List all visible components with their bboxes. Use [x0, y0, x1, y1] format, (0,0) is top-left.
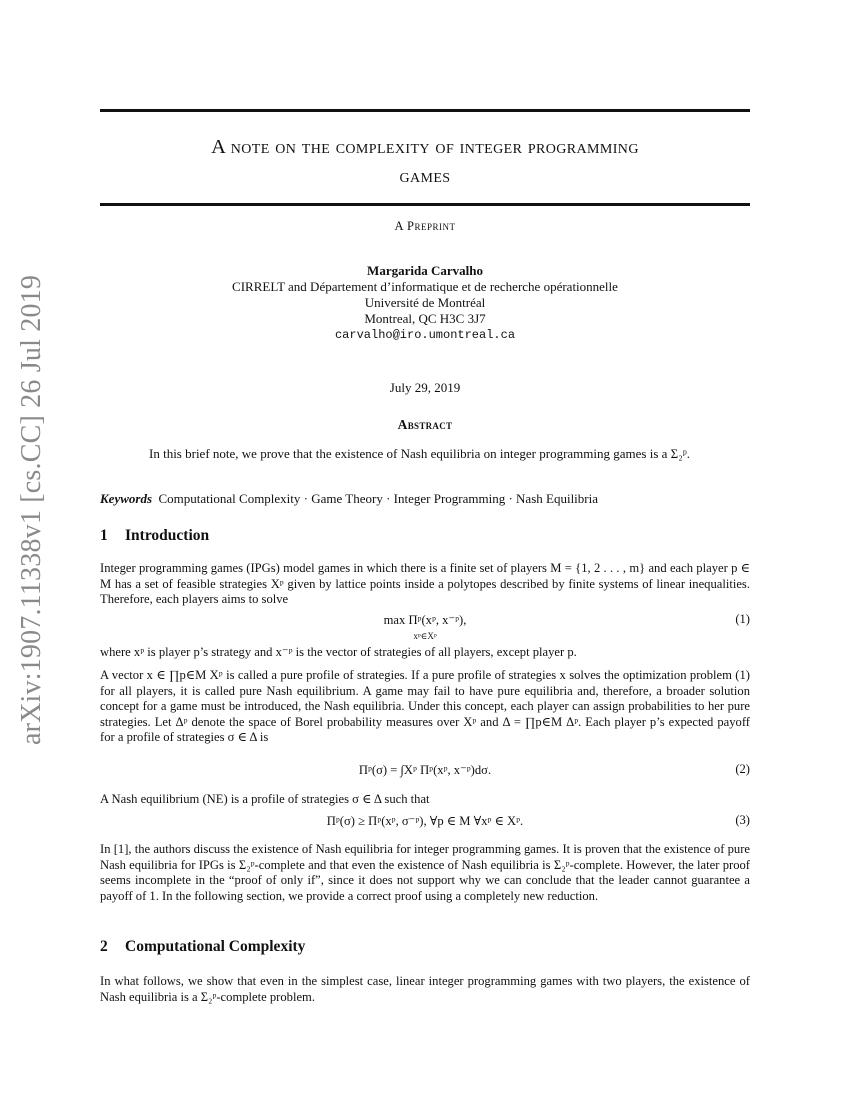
- paper-title: [100, 133, 750, 191]
- equation-3-number: (3): [735, 813, 750, 827]
- section-2-number: 2: [100, 938, 108, 955]
- intro-paragraph-5: In [1], the authors discuss the existence of Nash equilibria for integer programming games. It is proven that the existence of pure Nash equilibria for IPGs is Σ₂ᵖ-complete and that even the existence of Nash equilibria is Σ₂ᵖ-complete. However, the later proof seems incomplete in the “proof of only if”, since it does not support why we can conclude that the leader cannot guarantee a payoff of 1. In the following section, we provide a correct proof using a completely new reduction.: [100, 842, 750, 903]
- intro-paragraph-4: A Nash equilibrium (NE) is a profile of strategies σ ∈ Δ such that: [100, 792, 430, 806]
- equation-2: [100, 762, 750, 792]
- equation-2-number: (2): [735, 762, 750, 776]
- intro-paragraph-1: Integer programming games (IPGs) model games in which there is a finite set of players M = {1, 2 . . . , m} and each player p ∈ M has a set of feasible strategies Xᵖ given by lattice points inside a polytopes described by finite systems of linear inequalities. Therefore, each players aims to solve: [100, 561, 750, 606]
- abstract-heading: Abstract: [397, 417, 453, 432]
- section-1-number: 1: [100, 527, 108, 544]
- paper-date: July 29, 2019: [389, 380, 461, 395]
- equation-1: [100, 612, 750, 642]
- author-affiliation-1: CIRRELT and Département d’informatique et de recherche opérationnelle: [232, 279, 618, 294]
- author-block: [100, 263, 750, 343]
- equation-2-body: Πᵖ(σ) = ∫Xᵖ Πᵖ(xᵖ, x⁻ᵖ)dσ.: [358, 763, 492, 777]
- equation-1-subscript: xᵖ∈Xᵖ: [413, 631, 437, 641]
- title-bottom-rule: [100, 203, 750, 206]
- abstract-text: In this brief note, we prove that the existence of Nash equilibria on integer programming games is a Σ₂ᵖ.: [149, 446, 691, 461]
- section-2-heading: [100, 938, 305, 956]
- preprint-label: A Preprint: [394, 219, 456, 233]
- author-affiliation-2: Université de Montréal: [364, 295, 486, 310]
- section-1-heading: [100, 527, 209, 545]
- keywords: [100, 491, 750, 507]
- author-name: Margarida Carvalho: [367, 263, 483, 278]
- equation-3: [100, 813, 750, 843]
- equation-1-body: max Πᵖ(xᵖ, x⁻ᵖ),: [383, 613, 467, 627]
- equation-3-body: Πᵖ(σ) ≥ Πᵖ(xᵖ, σ⁻ᵖ), ∀p ∈ M ∀xᵖ ∈ Xᵖ.: [326, 814, 524, 828]
- keywords-label: Keywords: [100, 491, 152, 506]
- intro-paragraph-2: where xᵖ is player p’s strategy and x⁻ᵖ is the vector of strategies of all players, except player p.: [100, 645, 577, 659]
- author-email[interactable]: carvalho@iro.umontreal.ca: [334, 328, 516, 342]
- section-1-title: Introduction: [125, 527, 210, 544]
- paper-title-line-2: games: [399, 165, 451, 187]
- author-address: Montreal, QC H3C 3J7: [364, 311, 486, 326]
- paper-title-line-1: A note on the complexity of integer programming: [211, 136, 639, 158]
- equation-1-number: (1): [735, 612, 750, 626]
- keywords-text: Computational Complexity · Game Theory · Integer Programming · Nash Equilibria: [158, 491, 598, 506]
- intro-paragraph-3: A vector x ∈ ∏p∈M Xᵖ is called a pure profile of strategies. If a pure profile of strategies x solves the optimization problem (1) for all players, it is called pure Nash equilibrium. A game may fail to have pure equilibria and, therefore, a broader solution concept for a game must be introduced, the Nash equilibria. Under this concept, each player can assign probabilities to her pure strategies. Let Δᵖ denote the space of Borel probability measures over Xᵖ and Δ = ∏p∈M Δᵖ. Each player p’s expected payoff for a profile of strategies σ ∈ Δ is: [100, 668, 750, 744]
- title-top-rule: [100, 109, 750, 112]
- section-2-title: Computational Complexity: [125, 938, 306, 955]
- complexity-paragraph-1: In what follows, we show that even in the simplest case, linear integer programming games with two players, the existence of Nash equilibria is a Σ₂ᵖ-complete problem.: [100, 974, 750, 1004]
- arxiv-identifier: arXiv:1907.11338v1 [cs.CC] 26 Jul 2019: [16, 274, 47, 746]
- arxiv-stamp: [12, 275, 52, 745]
